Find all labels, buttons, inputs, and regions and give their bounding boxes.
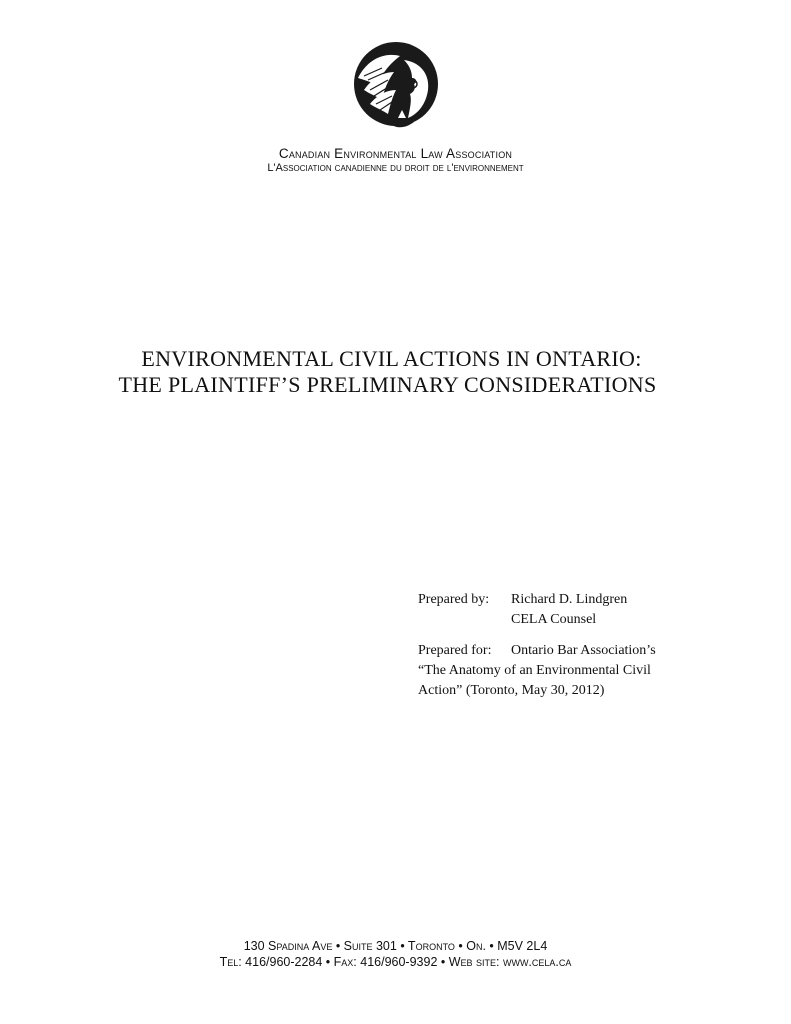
prepared-by-block [418,590,627,630]
prepared-for-label: Prepared for: [418,643,492,658]
org-name-fr: L'Association canadienne du droit de l'environnement [267,162,524,174]
prepared-for-block [418,641,698,701]
prepared-for-line-2: “The Anatomy of an Environmental Civil [418,663,651,678]
prepared-for-line-3: Action” (Toronto, May 30, 2012) [418,683,605,698]
org-name-en: Canadian Environmental Law Association [278,146,513,161]
address-line-2: Tel: 416/960-2284 • Fax: 416/960-9392 • Web site: www.cela.ca [219,955,572,969]
author-name: Richard D. Lindgren [511,592,628,607]
title-line-2: THE PLAINTIFF’S PRELIMINARY CONSIDERATIONS [118,372,657,397]
author-role: CELA Counsel [511,612,597,627]
address-line-1: 130 Spadina Ave • Suite 301 • Toronto • On. • M5V 2L4 [243,939,548,953]
prepared-by-label: Prepared by: [418,592,490,607]
cela-logo [338,38,450,134]
title-line-1: ENVIRONMENTAL CIVIL ACTIONS IN ONTARIO: [141,346,642,371]
document-title [0,346,791,398]
prepared-for-line-1: Ontario Bar Association’s [511,643,656,658]
